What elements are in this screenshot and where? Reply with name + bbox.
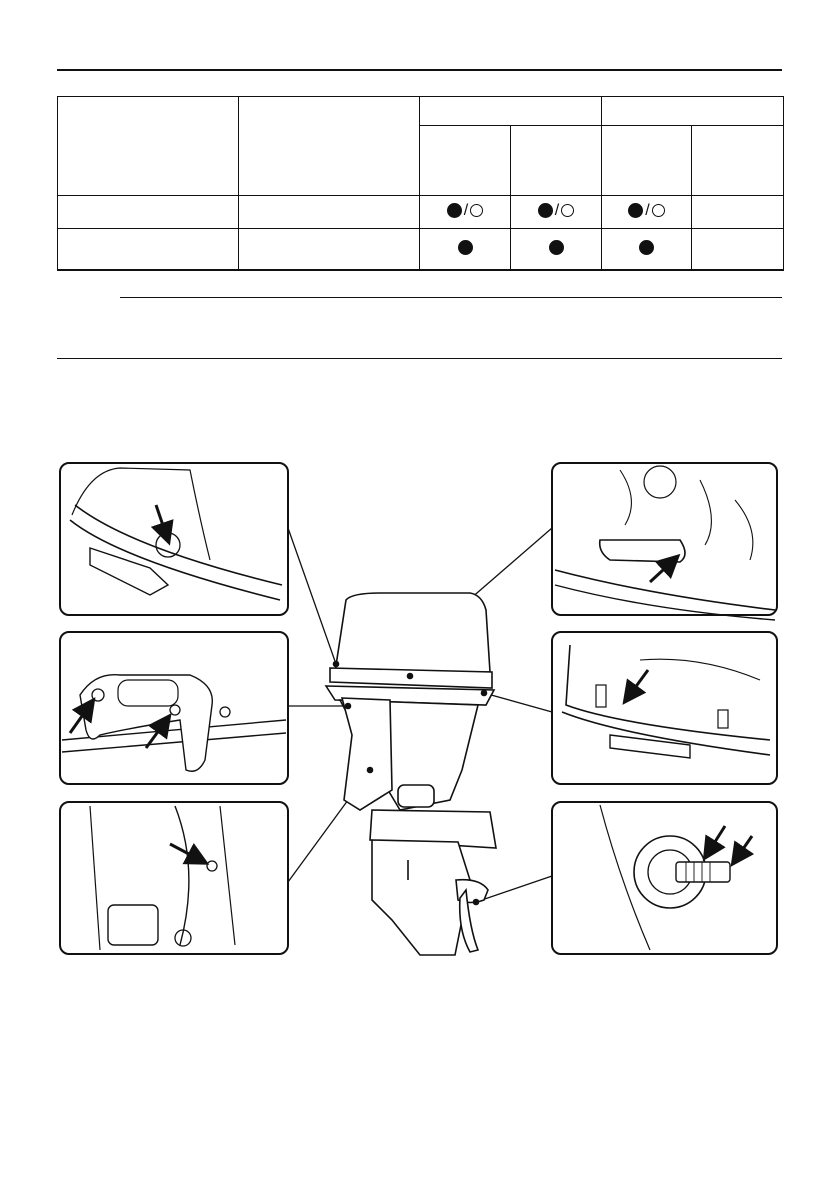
filled-circle-icon [639,240,654,255]
row-2-mark-1 [420,229,511,270]
row-2-remarks [239,229,420,270]
row-1-mark-1 [420,196,511,229]
callout-bottom-cowling-rear-lever [552,632,777,784]
row-1-mark-2 [511,196,602,229]
row-2-mark-2 [511,229,602,270]
header-cell-group-1 [420,97,602,126]
outboard-motor-drawing [326,593,496,955]
outboard-lubrication-diagram [0,455,839,965]
callout-propeller-shaft-splines [552,802,777,954]
table-header-row [58,97,784,126]
filled-or-hollow-circle-icon: / [628,203,664,219]
filled-circle-icon [549,240,564,255]
row-1-item [58,196,239,229]
row-1-mark-3 [602,196,692,229]
callout-swivel-bracket-grease-nipples [60,632,288,784]
filled-or-hollow-circle-icon: / [447,203,483,219]
row-1-mark-4 [692,196,784,229]
callout-top-cowling-hook [552,463,777,620]
row-1-remarks [239,196,420,229]
row-2-mark-4 [692,229,784,270]
subheader-cell-4 [692,126,784,196]
header-cell-item [58,97,239,196]
header-cell-group-2 [602,97,784,126]
subheader-cell-3 [602,126,692,196]
maintenance-table [57,96,784,271]
header-rule [57,69,782,71]
callout-steering-pivot-grease-nipple [60,802,288,954]
filled-circle-icon [458,240,473,255]
section-rule [57,358,782,359]
callout-bottom-cowling-front-lever [60,463,288,615]
table-row [58,229,784,270]
note-rule [120,297,782,298]
table-row [58,196,784,229]
header-cell-remarks [239,97,420,196]
subheader-cell-1 [420,126,511,196]
subheader-cell-2 [511,126,602,196]
filled-or-hollow-circle-icon: / [538,203,574,219]
row-2-item [58,229,239,270]
row-2-mark-3 [602,229,692,270]
